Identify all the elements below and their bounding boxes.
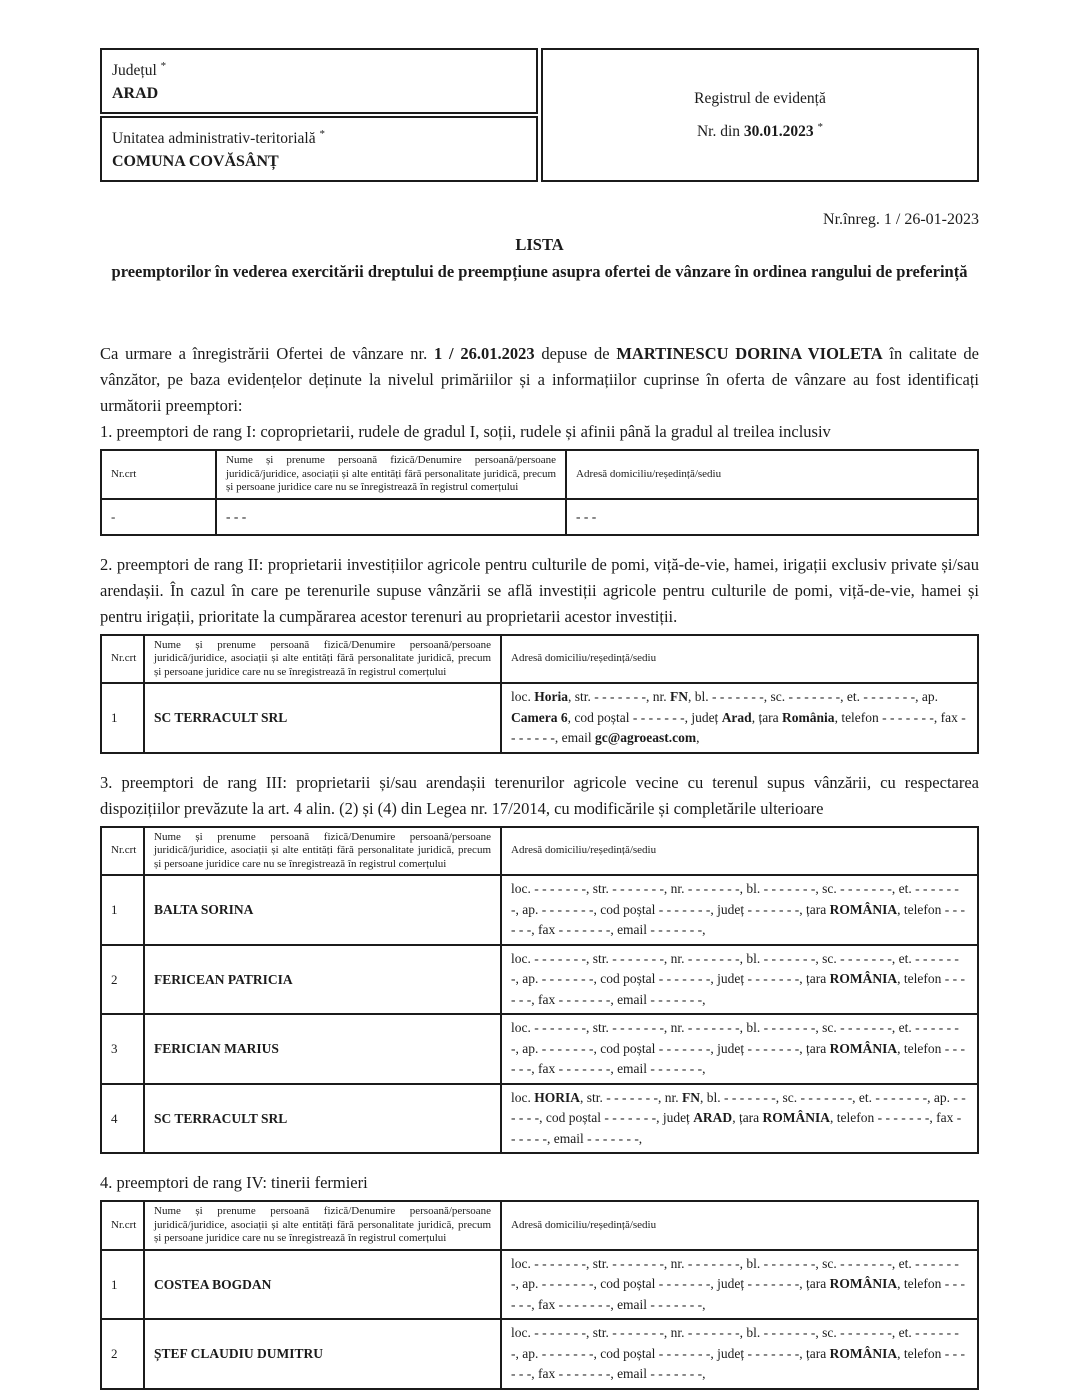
address-cell: - - - (566, 499, 978, 535)
county-label-line (112, 55, 526, 82)
address-cell: loc. - - - - - - -, str. - - - - - - -, nr. - - - - - - -, bl. - - - - - - -, sc. - - - - - - -, et. - - - - - - -, ap. - - - - - - -, cod poștal - - - - - - -, județ - - - - - - -, țara ROMÂNIA, telefon - - - - - -, fax - - - - - - -, email - - - - - - -, (501, 945, 978, 1015)
col-header-nr: Nr.crt (101, 827, 144, 876)
name-cell: SC TERRACULT SRL (144, 1084, 501, 1154)
address-cell: loc. - - - - - - -, str. - - - - - - -, nr. - - - - - - -, bl. - - - - - - -, sc. - - - - - - -, et. - - - - - - -, ap. - - - - - - -, cod poștal - - - - - - -, județ - - - - - - -, țara ROMÂNIA, telefon - - - - - -, fax - - - - - - -, email - - - - - - -, (501, 1250, 978, 1320)
col-header-name: Nume și prenume persoană fizică/Denumire persoană/persoane juridică/juridice, asociații și alte entități fără personalitate juridică, precum și persoane juridice care nu se înregistrează în registrul comerțului (216, 450, 566, 499)
county-asterisk: * (160, 60, 167, 72)
table-row (101, 1250, 978, 1320)
col-header-name: Nume și prenume persoană fizică/Denumire persoană/persoane juridică/juridice, asociații și alte entități fără personalitate juridică, precum și persoane juridice care nu se înregistrează în registrul comerțului (144, 827, 501, 876)
col-header-name: Nume și prenume persoană fizică/Denumire persoană/persoane juridică/juridice, asociații și alte entități fără personalitate juridică, precum și persoane juridice care nu se înregistrează în registrul comerțului (144, 635, 501, 684)
rank3-header-row (101, 827, 978, 876)
rank3-table (100, 826, 979, 1155)
name-cell: BALTA SORINA (144, 875, 501, 945)
name-cell: COSTEA BOGDAN (144, 1250, 501, 1320)
section-4-heading: 4. preemptori de rang IV: tinerii fermieri (100, 1173, 368, 1193)
county-box (100, 48, 538, 114)
address-cell: loc. - - - - - - -, str. - - - - - - -, nr. - - - - - - -, bl. - - - - - - -, sc. - - - - - - -, et. - - - - - - -, ap. - - - - - - -, cod poștal - - - - - - -, județ - - - - - - -, țara ROMÂNIA, telefon - - - - - -, fax - - - - - - -, email - - - - - - -, (501, 1014, 978, 1084)
registry-asterisk: * (817, 120, 824, 133)
registry-text (694, 85, 826, 146)
document-subtitle: preemptorilor în vederea exercitării dreptului de preempțiune asupra ofertei de vânzare în ordinea rangului de preferință (111, 262, 968, 282)
col-header-address: Adresă domiciliu/reședință/sediu (566, 450, 978, 499)
county-value: ARAD (112, 85, 159, 103)
registry-number-prefix: Nr. din (696, 122, 744, 140)
registry-title: Registrul de evidență (694, 89, 826, 107)
row-number-cell: 2 (101, 1319, 144, 1389)
document-title: LISTA (515, 235, 564, 255)
table-row (101, 945, 978, 1015)
table-row (101, 683, 978, 753)
address-cell: loc. HORIA, str. - - - - - - -, nr. FN, bl. - - - - - - -, sc. - - - - - - -, et. - - - - - - -, ap. - - - - - -, cod poștal - - - - - - -, județ ARAD, țara ROMÂNIA, telefon - - - - - - -, fax - - - - - -, email - - - - - - -, (501, 1084, 978, 1154)
uat-label: Unitatea administrativ-teritorială (112, 130, 316, 148)
uat-asterisk: * (319, 128, 325, 141)
address-cell: loc. - - - - - - -, str. - - - - - - -, nr. - - - - - - -, bl. - - - - - - -, sc. - - - - - - -, et. - - - - - - -, ap. - - - - - - -, cod poștal - - - - - - -, județ - - - - - - -, țara ROMÂNIA, telefon - - - - - -, fax - - - - - - -, email - - - - - - -, (501, 1319, 978, 1389)
name-cell: - - - (216, 499, 566, 535)
uat-value: COMUNA COVĂSÂNȚ (112, 153, 279, 171)
row-number-cell: 1 (101, 1250, 144, 1320)
uat-label-line (112, 123, 526, 150)
section-2-heading: 2. preemptori de rang II: proprietarii investițiilor agricole pentru culturile de pomi, viță-de-vie, hamei, irigații exclusiv private și/sau arendașii. În cazul în care pe terenurile supuse vânzării se află investiții agricole pentru culturile de pomi, viță-de-vie, hamei și pentru irigații, prioritate la cumpărarea acestor terenuri au proprietarii acestor investiții. (100, 554, 979, 626)
col-header-address: Adresă domiciliu/reședință/sediu (501, 1201, 978, 1250)
table-row (101, 499, 978, 535)
row-number-cell: 1 (101, 875, 144, 945)
rank2-header-row (101, 635, 978, 684)
row-number-cell: 2 (101, 945, 144, 1015)
row-number-cell: - (101, 499, 216, 535)
table-row (101, 1084, 978, 1154)
registration-number: Nr.înreg. 1 / 26-01-2023 (823, 211, 979, 229)
address-cell: loc. - - - - - - -, str. - - - - - - -, nr. - - - - - - -, bl. - - - - - - -, sc. - - - - - - -, et. - - - - - - -, ap. - - - - - - -, cod poștal - - - - - - -, județ - - - - - - -, țara ROMÂNIA, telefon - - - - - -, fax - - - - - - -, email - - - - - - -, (501, 875, 978, 945)
intro-paragraph: Ca urmare a înregistrării Ofertei de vânzare nr. 1 / 26.01.2023 depuse de MARTINESCU DORINA VIOLETA în calitate de vânzător, pe baza evidențelor deținute la nivelul primăriilor și a informațiilor cuprinse în oferta de vânzare au fost identificați următorii preemptori: (100, 344, 979, 416)
registry-number-line (694, 113, 826, 146)
address-cell: loc. Horia, str. - - - - - - -, nr. FN, bl. - - - - - - -, sc. - - - - - - -, et. - - - - - - -, ap. Camera 6, cod poștal - - - - - - -, județ Arad, țara România, telefon - - - - - - -, fax - - - - - - -, email gc@agroeast.com, (501, 683, 978, 753)
header-box-row (100, 48, 979, 182)
rank4-table (100, 1200, 979, 1390)
table-row (101, 1014, 978, 1084)
section-3-heading: 3. preemptori de rang III: proprietarii și/sau arendașii terenurilor agricole vecine cu terenul supus vânzării, cu respectarea dispozițiilor prevăzute la art. 4 alin. (2) și (4) din Legea nr. 17/2014, cu modificările și completările ulterioare (100, 772, 979, 818)
table-row (101, 875, 978, 945)
name-cell: FERICIAN MARIUS (144, 1014, 501, 1084)
name-cell: ȘTEF CLAUDIU DUMITRU (144, 1319, 501, 1389)
county-label: Județul (112, 62, 157, 80)
table-row (101, 1319, 978, 1389)
row-number-cell: 1 (101, 683, 144, 753)
name-cell: SC TERRACULT SRL (144, 683, 501, 753)
col-header-name: Nume și prenume persoană fizică/Denumire persoană/persoane juridică/juridice, asociații și alte entități fără personalitate juridică, precum și persoane juridice care nu se înregistrează în registrul comerțului (144, 1201, 501, 1250)
rank1-table (100, 449, 979, 536)
header-left-column (100, 48, 538, 182)
registry-box (541, 48, 979, 182)
registry-number-date: 30.01.2023 (743, 122, 814, 140)
rank4-header-row (101, 1201, 978, 1250)
section-1-heading: 1. preemptori de rang I: coproprietarii, rudele de gradul I, soții, rudele și afinii până la gradul al treilea inclusiv (100, 422, 831, 442)
rank1-header-row (101, 450, 978, 499)
rank2-table (100, 634, 979, 754)
row-number-cell: 3 (101, 1014, 144, 1084)
col-header-nr: Nr.crt (101, 635, 144, 684)
uat-box (100, 116, 538, 182)
name-cell: FERICEAN PATRICIA (144, 945, 501, 1015)
col-header-address: Adresă domiciliu/reședință/sediu (501, 827, 978, 876)
col-header-nr: Nr.crt (101, 1201, 144, 1250)
col-header-address: Adresă domiciliu/reședință/sediu (501, 635, 978, 684)
col-header-nr: Nr.crt (101, 450, 216, 499)
row-number-cell: 4 (101, 1084, 144, 1154)
